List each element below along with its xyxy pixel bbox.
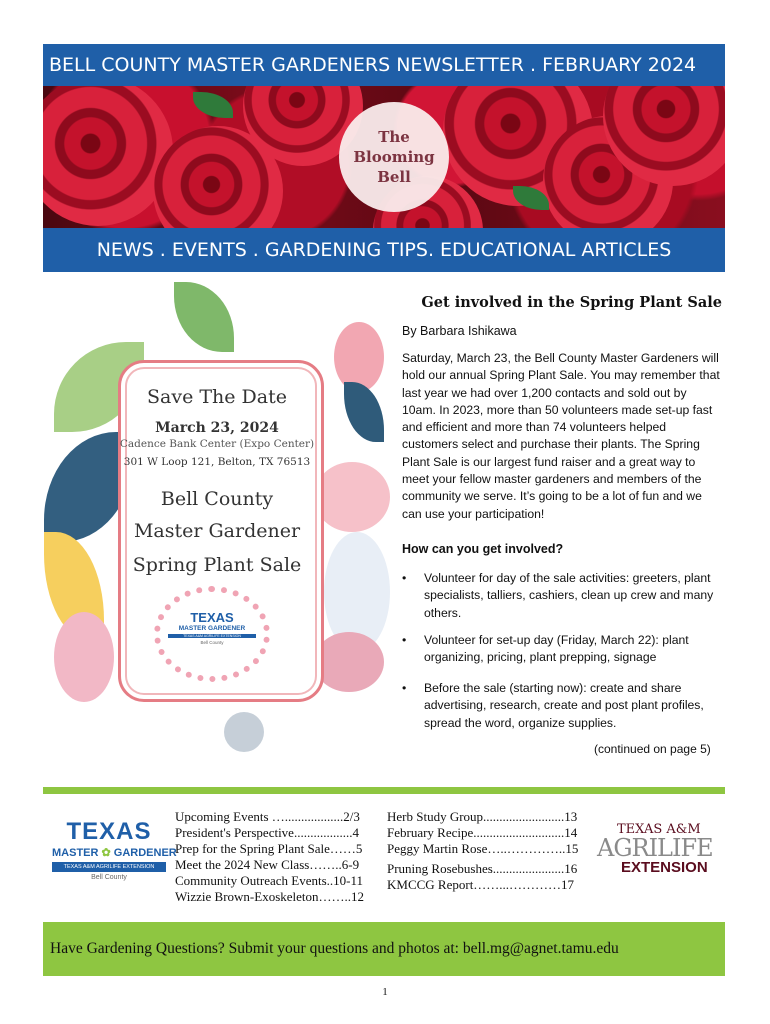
agrilife-line-3: EXTENSION bbox=[621, 859, 708, 876]
toc-right-column bbox=[387, 809, 578, 893]
logo-texas-text: TEXAS bbox=[66, 818, 152, 845]
logo-master-text: MASTER bbox=[52, 847, 99, 859]
agrilife-extension-logo bbox=[597, 822, 727, 882]
flyer-logo-mg: MASTER GARDENER bbox=[178, 625, 246, 632]
continued-note: (continued on page 5) bbox=[594, 742, 711, 756]
flyer-logo-texas: TEXAS bbox=[190, 610, 234, 625]
toc-entry[interactable]: Pruning Rosebushes......................16 bbox=[387, 861, 578, 876]
toc-divider bbox=[43, 787, 725, 794]
flyer-line-1: Bell County bbox=[160, 488, 274, 510]
bullet-marker: • bbox=[402, 633, 407, 647]
toc-entry[interactable]: Herb Study Group.........................13 bbox=[387, 809, 578, 824]
flyer-logo-county: Bell County bbox=[200, 640, 224, 645]
bullet-text: Volunteer for day of the sale activities: greeters, plant specialists, talliers, cashiers, clean up crew and many others. bbox=[424, 571, 714, 620]
flyer-line-3: Spring Plant Sale bbox=[132, 554, 302, 576]
questions-banner bbox=[43, 922, 725, 976]
badge-line-3: Bell bbox=[377, 168, 411, 186]
section-tagline-bar bbox=[43, 228, 725, 272]
toc-entry[interactable]: Community Outreach Events..10-11 bbox=[175, 873, 363, 888]
logo-gardener-text: GARDENER bbox=[113, 847, 177, 859]
bullet-text: Volunteer for set-up day (Friday, March 22): plant organizing, pricing, plant prepping, signage bbox=[424, 633, 689, 665]
badge-line-2: Blooming bbox=[353, 148, 435, 166]
newsletter-title: BELL COUNTY MASTER GARDENERS NEWSLETTER . FEBRUARY 2024 bbox=[49, 54, 697, 76]
article-body: Saturday, March 23, the Bell County Master Gardeners will hold our annual Spring Plant Sale. You may remember that last year we had over 1,200 contacts and sold out by 10am. In 2023, more than 50 volunteers made set-up fast and efficient and more than 74 volunteers helped customers select and purchase their plants. The Spring Plant Sale is our largest fund raiser and a great way to meet your fellow master gardeners and members of the community we serve. It’s going to be a lot of fun and we can use your participation! bbox=[402, 351, 720, 521]
toc-entry[interactable]: Meet the 2024 New Class……..6-9 bbox=[175, 857, 360, 872]
badge-line-1: The bbox=[378, 128, 410, 146]
toc-left-column bbox=[175, 809, 364, 905]
flyer-venue: Cadence Bank Center (Expo Center) bbox=[119, 438, 315, 450]
save-the-date-flyer bbox=[44, 282, 390, 772]
article-title: Get involved in the Spring Plant Sale bbox=[421, 294, 722, 311]
roses-banner-image bbox=[43, 86, 725, 228]
logo-extension-text: TEXAS A&M AGRILIFE EXTENSION bbox=[52, 862, 166, 872]
agrilife-line-1: TEXAS A&M bbox=[617, 822, 701, 837]
involvement-question: How can you get involved? bbox=[402, 542, 564, 556]
toc-entry[interactable]: President's Perspective..................4 bbox=[175, 825, 359, 840]
logo-county-text: Bell County bbox=[91, 874, 127, 881]
flyer-save-the-date: Save The Date bbox=[147, 386, 287, 408]
toc-entry[interactable]: Upcoming Events …..................2/3 bbox=[175, 809, 360, 824]
bullet-text: Before the sale (starting now): create and share advertising, research, create and post plant profiles, spread the word, organize supplies. bbox=[424, 681, 704, 730]
agrilife-line-2: AGRILIFE bbox=[597, 834, 713, 862]
toc-entry[interactable]: KMCCG Report……...…………17 bbox=[387, 877, 575, 892]
flyer-logo-ext: TEXAS A&M AGRILIFE EXTENSION bbox=[168, 634, 256, 638]
page-number: 1 bbox=[382, 986, 388, 998]
flyer-texas-mg-logo bbox=[154, 586, 270, 682]
toc-entry[interactable]: Peggy Martin Rose…..…………..15 bbox=[387, 841, 579, 856]
toc-entry[interactable]: Prep for the Spring Plant Sale……5 bbox=[175, 841, 363, 856]
flyer-date: March 23, 2024 bbox=[155, 420, 279, 436]
newsletter-header bbox=[43, 44, 725, 86]
article-byline: By Barbara Ishikawa bbox=[402, 324, 517, 338]
flyer-address: 301 W Loop 121, Belton, TX 76513 bbox=[123, 456, 311, 468]
questions-text: Have Gardening Questions? Submit your questions and photos at: bell.mg@agnet.tamu.edu bbox=[50, 940, 619, 957]
flyer-line-2: Master Gardener bbox=[133, 520, 301, 542]
texas-master-gardener-logo: TEXAS MASTER ✿ GARDENER TEXAS A&M AGRILIFE EXTENSION Bell County bbox=[52, 818, 177, 881]
bullet-marker: • bbox=[402, 681, 407, 695]
toc-entry[interactable]: Wizzie Brown-Exoskeleton……..12 bbox=[175, 889, 365, 904]
section-tagline: NEWS . EVENTS . GARDENING TIPS. EDUCATIONAL ARTICLES bbox=[96, 239, 672, 261]
toc-entry[interactable]: February Recipe............................14 bbox=[387, 825, 578, 840]
bullet-marker: • bbox=[402, 571, 407, 585]
blooming-bell-badge bbox=[339, 102, 449, 212]
